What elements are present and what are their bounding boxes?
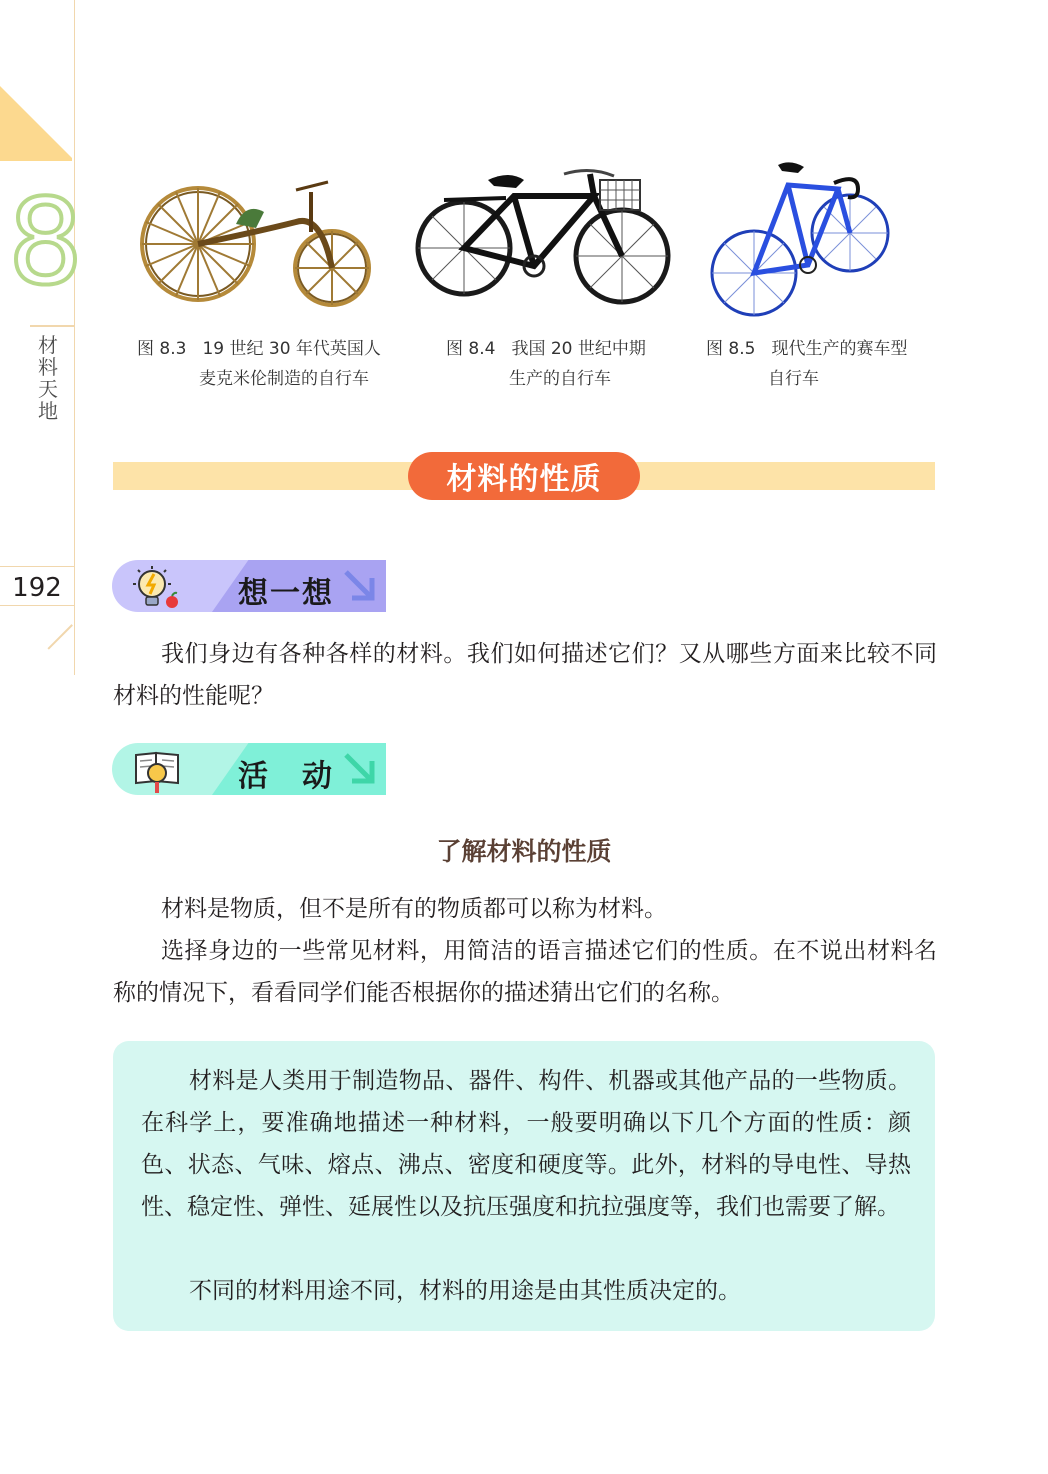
- activity-label: [112, 743, 386, 795]
- figure-caption: [446, 334, 646, 394]
- lightbulb-idea-icon: [132, 564, 186, 612]
- think-label: [112, 560, 386, 612]
- activity-label-text: 活 动: [238, 759, 334, 794]
- figure-number: 图 8.3: [137, 339, 187, 359]
- info-paragraph: 不同的材料用途不同，材料的用途是由其性质决定的。: [189, 1278, 741, 1304]
- caption-line: 生产的自行车: [509, 369, 611, 389]
- figure-racing-bicycle: [708, 155, 890, 319]
- activity-paragraph: 选择身边的一些常见材料，用简洁的语言描述它们的性质。在不说出材料名称的情况下，看看同学们能否根据你的描述猜出它们的名称。: [113, 938, 937, 1006]
- activity-title: 了解材料的性质: [436, 837, 612, 866]
- activity-paragraph: 材料是物质，但不是所有的物质都可以称为材料。: [161, 896, 667, 922]
- info-paragraph: 材料是人类用于制造物品、器件、构件、机器或其他产品的一些物质。在科学上，要准确地描述一种材料，一般要明确以下几个方面的性质：颜色、状态、气味、熔点、沸点、密度和硬度等。此外，材料的导电性、导热性、稳定性、弹性、延展性以及抗压强度和抗拉强度等，我们也需要了解。: [141, 1068, 911, 1220]
- arrow-down-right-icon: [342, 568, 378, 608]
- think-paragraph: 我们身边有各种各样的材料。我们如何描述它们？又从哪些方面来比较不同材料的性能呢？: [113, 641, 937, 709]
- figure-number: 图 8.4: [446, 339, 496, 359]
- section-title: 材料的性质: [408, 452, 640, 500]
- figure-caption: [137, 334, 381, 394]
- caption-line: 19 世纪 30 年代英国人: [202, 339, 381, 359]
- caption-line: 麦克米伦制造的自行车: [199, 369, 369, 389]
- figure-old-wooden-bicycle: [136, 172, 378, 308]
- corner-decoration-bar: [0, 158, 72, 161]
- figure-number: 图 8.5: [706, 339, 756, 359]
- chapter-number: 8: [8, 173, 84, 311]
- caption-line: 我国 20 世纪中期: [511, 339, 646, 359]
- arrow-down-right-icon: [342, 751, 378, 791]
- figure-black-bicycle: [414, 156, 674, 308]
- page-number: 192: [12, 573, 62, 603]
- think-label-text: 想一想: [238, 576, 334, 611]
- chapter-title: 材料天地: [38, 333, 58, 423]
- book-magnifier-icon: [132, 747, 186, 795]
- corner-decoration: [0, 86, 72, 158]
- figure-caption: [706, 334, 907, 394]
- caption-line: 现代生产的赛车型: [771, 339, 908, 359]
- caption-line: 自行车: [768, 369, 819, 389]
- chapter-divider: [30, 325, 74, 327]
